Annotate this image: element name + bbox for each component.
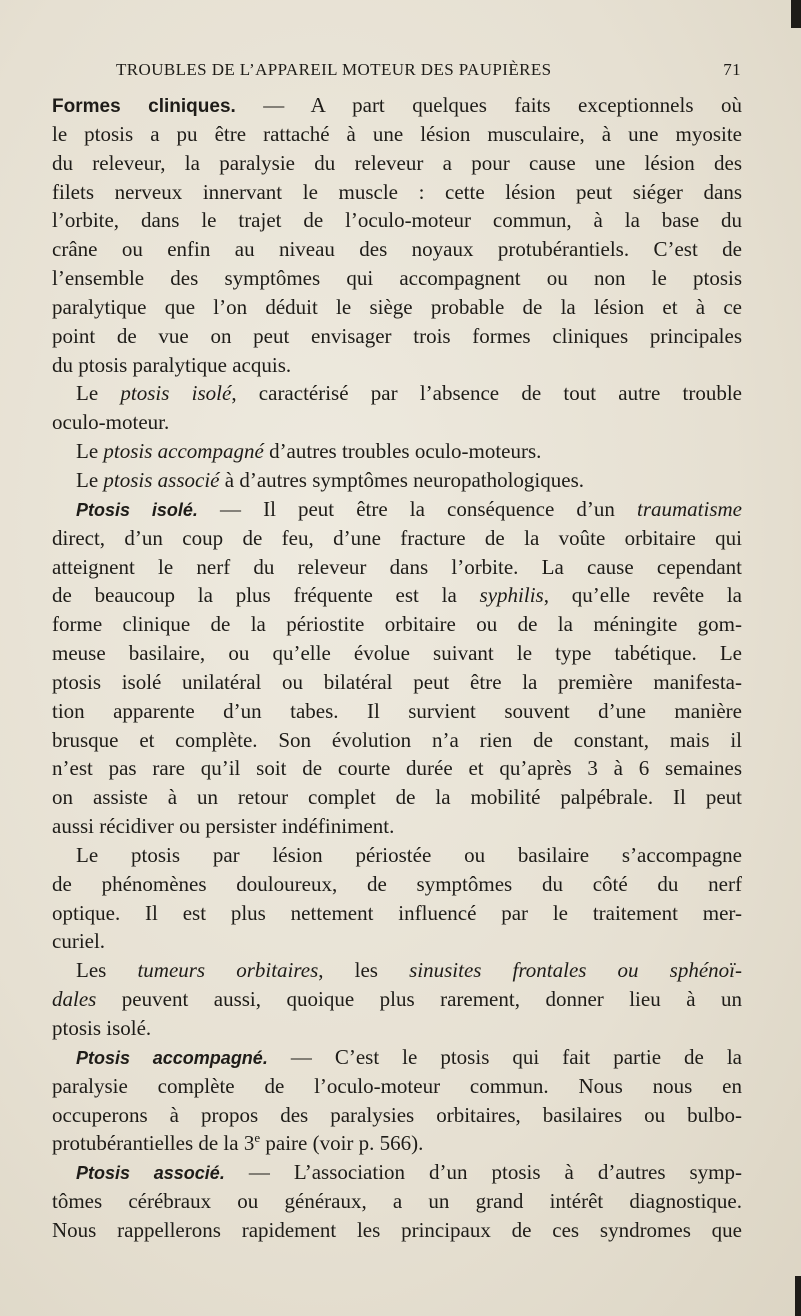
text-run: curiel.	[52, 929, 106, 954]
text-line	[52, 870, 742, 899]
text-run: brusque et complète. Son évolution n’a rien de constant, mais il	[52, 727, 742, 752]
text-line	[52, 927, 742, 956]
section-heading: Formes cliniques.	[52, 96, 236, 117]
text-line	[52, 466, 742, 495]
text-run: paralytique que l’on déduit le siège probable de la lésion et à ce	[52, 294, 742, 319]
text-run: Les	[76, 958, 138, 983]
italic-term: dales	[52, 987, 97, 1012]
italic-term: ptosis accompagné	[103, 439, 264, 464]
text-run: n’est pas rare qu’il soit de courte durée et qu’après 3 à 6 semaines	[52, 756, 742, 781]
text-line	[52, 581, 742, 610]
italic-term: tumeurs orbitaires	[137, 958, 319, 983]
text-line	[52, 149, 742, 178]
text-line	[52, 206, 742, 235]
text-line	[52, 524, 742, 553]
text-run: Le	[76, 439, 104, 464]
text-run: du ptosis paralytique acquis.	[52, 352, 292, 377]
text-run: tômes cérébraux ou généraux, a un grand intérêt diagnostique.	[52, 1189, 742, 1214]
text-line	[52, 697, 742, 726]
subsection-heading: Ptosis associé.	[76, 1163, 225, 1184]
text-run: paire (voir p. 566).	[260, 1131, 424, 1156]
text-line	[52, 379, 742, 408]
text-run: — C’est le ptosis qui fait partie de la	[267, 1044, 743, 1069]
text-run: optique. Il est plus nettement influencé par le traitement mer-	[52, 900, 742, 925]
text-line	[52, 264, 742, 293]
text-run: du releveur, la paralysie du releveur a pour cause une lésion des	[52, 150, 742, 175]
body-text	[52, 91, 742, 1245]
italic-term: sinusites frontales ou sphénoï-	[409, 958, 742, 983]
text-run: , les	[318, 958, 410, 983]
text-line	[52, 437, 742, 466]
text-run: — A part quelques faits exceptionnels où	[235, 93, 743, 117]
text-run: protubérantielles de la 3	[52, 1131, 255, 1156]
text-line	[52, 351, 742, 380]
text-line	[52, 985, 742, 1014]
scan-edge-mark-bottom	[795, 1276, 801, 1316]
text-line	[52, 553, 742, 582]
text-line	[52, 495, 742, 524]
text-run: tion apparente d’un tabes. Il survient souvent d’une manière	[52, 698, 742, 723]
text-line	[52, 235, 742, 264]
text-run: point de vue on peut envisager trois formes cliniques principales	[52, 323, 742, 348]
text-line	[52, 1043, 742, 1072]
text-run: peuvent aussi, quoique plus rarement, donner lieu à un	[96, 987, 742, 1012]
text-line	[52, 1129, 742, 1158]
text-line	[52, 293, 742, 322]
text-line	[52, 178, 742, 207]
superscript: e	[254, 1130, 261, 1146]
text-line	[52, 783, 742, 812]
text-line	[52, 91, 742, 120]
text-line	[52, 754, 742, 783]
text-run: l’ensemble des symptômes qui accompagnent ou non le ptosis	[52, 266, 742, 291]
text-run: meuse basilaire, ou qu’elle évolue suivant le type tabétique. Le	[52, 641, 742, 666]
text-run: Le	[76, 381, 121, 406]
text-run: forme clinique de la périostite orbitaire ou de la méningite gom-	[52, 612, 742, 637]
text-run: de beaucoup la plus fréquente est la	[52, 583, 480, 608]
text-run: atteignent le nerf du releveur dans l’orbite. La cause cependant	[52, 554, 742, 579]
text-line	[52, 1014, 742, 1043]
text-run: oculo-moteur.	[52, 410, 170, 435]
text-run: occuperons à propos des paralysies orbitaires, basilaires ou bulbo-	[52, 1102, 742, 1127]
text-run: on assiste à un retour complet de la mobilité palpébrale. Il peut	[52, 785, 742, 810]
text-line	[52, 322, 742, 351]
text-line	[52, 120, 742, 149]
text-line	[52, 726, 742, 755]
text-line	[52, 841, 742, 870]
italic-term: ptosis associé	[103, 467, 220, 492]
text-line	[52, 1101, 742, 1130]
text-run: l’orbite, dans le trajet de l’oculo-moteur commun, à la base du	[52, 208, 742, 233]
text-run: Le ptosis par lésion périostée ou basilaire s’accompagne	[76, 842, 742, 867]
text-line	[52, 1072, 742, 1101]
text-run: — L’association d’un ptosis à d’autres symp-	[224, 1160, 742, 1185]
text-run: à d’autres symptômes neuropathologiques.	[219, 467, 585, 492]
italic-term: ptosis isolé	[120, 381, 232, 406]
page-number: 71	[723, 60, 741, 79]
running-head-title: TROUBLES DE L’APPAREIL MOTEUR DES PAUPIÈRES	[116, 60, 552, 79]
text-line	[52, 408, 742, 437]
italic-term: traumatisme	[637, 496, 742, 521]
text-line	[52, 1158, 742, 1187]
text-line	[52, 1216, 742, 1245]
text-run: crâne ou enfin au niveau des noyaux protubérantiels. C’est de	[52, 237, 742, 262]
text-line	[52, 610, 742, 639]
subsection-heading: Ptosis accompagné.	[76, 1047, 268, 1068]
text-run: ptosis isolé.	[52, 1016, 152, 1040]
text-line	[52, 956, 742, 985]
text-run: , qu’elle revête la	[543, 583, 743, 608]
text-run: Nous rappellerons rapidement les principaux de ces syndromes que	[52, 1217, 742, 1242]
text-run: aussi récidiver ou persister indéfiniment.	[52, 814, 395, 839]
text-run: direct, d’un coup de feu, d’une fracture de la voûte orbitaire qui	[52, 525, 742, 550]
text-line	[52, 668, 742, 697]
scan-edge-mark	[791, 0, 801, 28]
text-run: paralysie complète de l’oculo-moteur commun. Nous nous en	[52, 1073, 742, 1098]
text-run: d’autres troubles oculo-moteurs.	[263, 439, 542, 464]
text-run: — Il peut être la conséquence d’un	[197, 496, 637, 521]
text-run: filets nerveux innervant le muscle : cette lésion peut siéger dans	[52, 179, 742, 204]
text-line	[52, 1187, 742, 1216]
italic-term: syphilis	[479, 583, 544, 608]
text-run: ptosis isolé unilatéral ou bilatéral peut être la première manifesta-	[52, 669, 742, 694]
text-line	[52, 639, 742, 668]
subsection-heading: Ptosis isolé.	[76, 499, 198, 520]
text-line	[52, 812, 742, 841]
text-run: le ptosis a pu être rattaché à une lésion musculaire, à une myosite	[52, 121, 742, 146]
text-run: , caractérisé par l’absence de tout autre trouble	[231, 381, 742, 406]
text-line	[52, 899, 742, 928]
text-run: de phénomènes douloureux, de symptômes du côté du nerf	[52, 871, 742, 896]
text-run: Le	[76, 467, 104, 492]
